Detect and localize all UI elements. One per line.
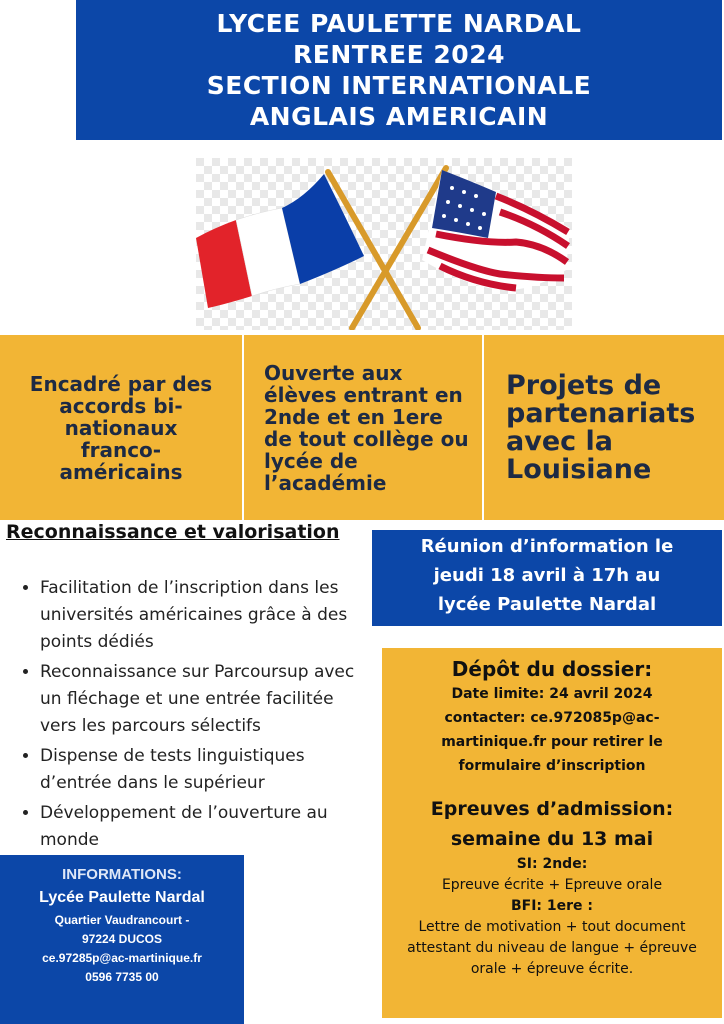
admission-tests-title: Epreuves d’admission: — [430, 798, 674, 820]
recognition-section-title: Reconnaissance et valorisation — [6, 521, 340, 543]
feature-1-line-5: américains — [59, 459, 183, 484]
crossed-flags-illustration — [196, 158, 572, 330]
submission-contact-line-1[interactable]: contacter: ce.972085p@ac- — [444, 710, 660, 726]
feature-3-line-3: avec la — [506, 425, 614, 457]
submission-contact-line-3: formulaire d’inscription — [458, 758, 646, 774]
feature-2-line-1: Ouverte aux — [264, 360, 403, 385]
list-item: • Facilitation de l’inscription dans les universités américaines grâce à des points dédiés — [40, 575, 374, 656]
feature-box-louisiana-partnerships — [484, 335, 724, 520]
bfi-text-line-3: orale + épreuve écrite. — [470, 961, 634, 977]
info-title: INFORMATIONS: — [62, 866, 182, 883]
feature-box-bilateral-agreements — [0, 335, 242, 520]
admission-tests-week: semaine du 13 mai — [450, 828, 654, 850]
feature-box-open-to-students — [244, 335, 482, 520]
feature-2-line-3: 2nde et en 1ere — [264, 404, 443, 429]
feature-1-line-4: franco- — [80, 437, 162, 462]
si-label: SI: 2nde: — [516, 856, 588, 872]
feature-3-line-4: Louisiane — [506, 453, 652, 485]
header-title-line-3: SECTION INTERNATIONALE — [206, 71, 592, 100]
meeting-line-2: jeudi 18 avril à 17h au — [433, 565, 661, 586]
contact-email[interactable]: ce.97285p@ac-martinique.fr — [42, 951, 202, 965]
contact-information-box — [0, 855, 244, 1024]
header-title-line-1: LYCEE PAULETTE NARDAL — [216, 9, 582, 38]
header-banner — [76, 0, 722, 140]
si-text: Epreuve écrite + Epreuve orale — [441, 877, 663, 893]
school-name: Lycée Paulette Nardal — [39, 889, 205, 906]
feature-2-line-6: l’académie — [264, 470, 387, 495]
feature-2-line-5: lycée de — [264, 448, 358, 473]
info-meeting-box — [372, 530, 722, 626]
application-submission-box — [382, 648, 722, 1018]
header-title-line-2: RENTREE 2024 — [293, 40, 505, 69]
meeting-line-1: Réunion d’information le — [420, 536, 674, 557]
feature-1-line-1: Encadré par des — [29, 371, 213, 396]
feature-1-line-2: accords bi- — [59, 393, 183, 418]
list-item: • Développement de l’ouverture au monde — [40, 800, 374, 854]
feature-3-line-2: partenariats — [506, 397, 696, 429]
feature-3-line-1: Projets de — [506, 369, 662, 401]
bfi-text-line-2: attestant du niveau de langue + épreuve — [407, 940, 697, 956]
contact-phone[interactable]: 0596 7735 00 — [85, 970, 159, 984]
submission-deadline: Date limite: 24 avril 2024 — [451, 686, 653, 702]
address-line-2: 97224 DUCOS — [81, 932, 163, 946]
bfi-text-line-1: Lettre de motivation + tout document — [418, 919, 686, 935]
bfi-label: BFI: 1ere : — [510, 898, 594, 914]
submission-title: Dépôt du dossier: — [451, 657, 653, 681]
submission-contact-line-2: martinique.fr pour retirer le — [441, 734, 663, 750]
address-line-1: Quartier Vaudrancourt - — [54, 913, 190, 927]
feature-2-line-4: de tout collège ou — [264, 426, 469, 451]
list-item: • Reconnaissance sur Parcoursup avec un fléchage et une entrée facilitée vers les parcours sélectifs — [40, 659, 374, 740]
feature-1-line-3: nationaux — [64, 415, 178, 440]
recognition-list — [14, 575, 374, 857]
header-title-line-4: ANGLAIS AMERICAIN — [249, 102, 549, 131]
meeting-line-3: lycée Paulette Nardal — [437, 594, 657, 615]
list-item: • Dispense de tests linguistiques d’entrée dans le supérieur — [40, 743, 374, 797]
feature-2-line-2: élèves entrant en — [264, 382, 463, 407]
